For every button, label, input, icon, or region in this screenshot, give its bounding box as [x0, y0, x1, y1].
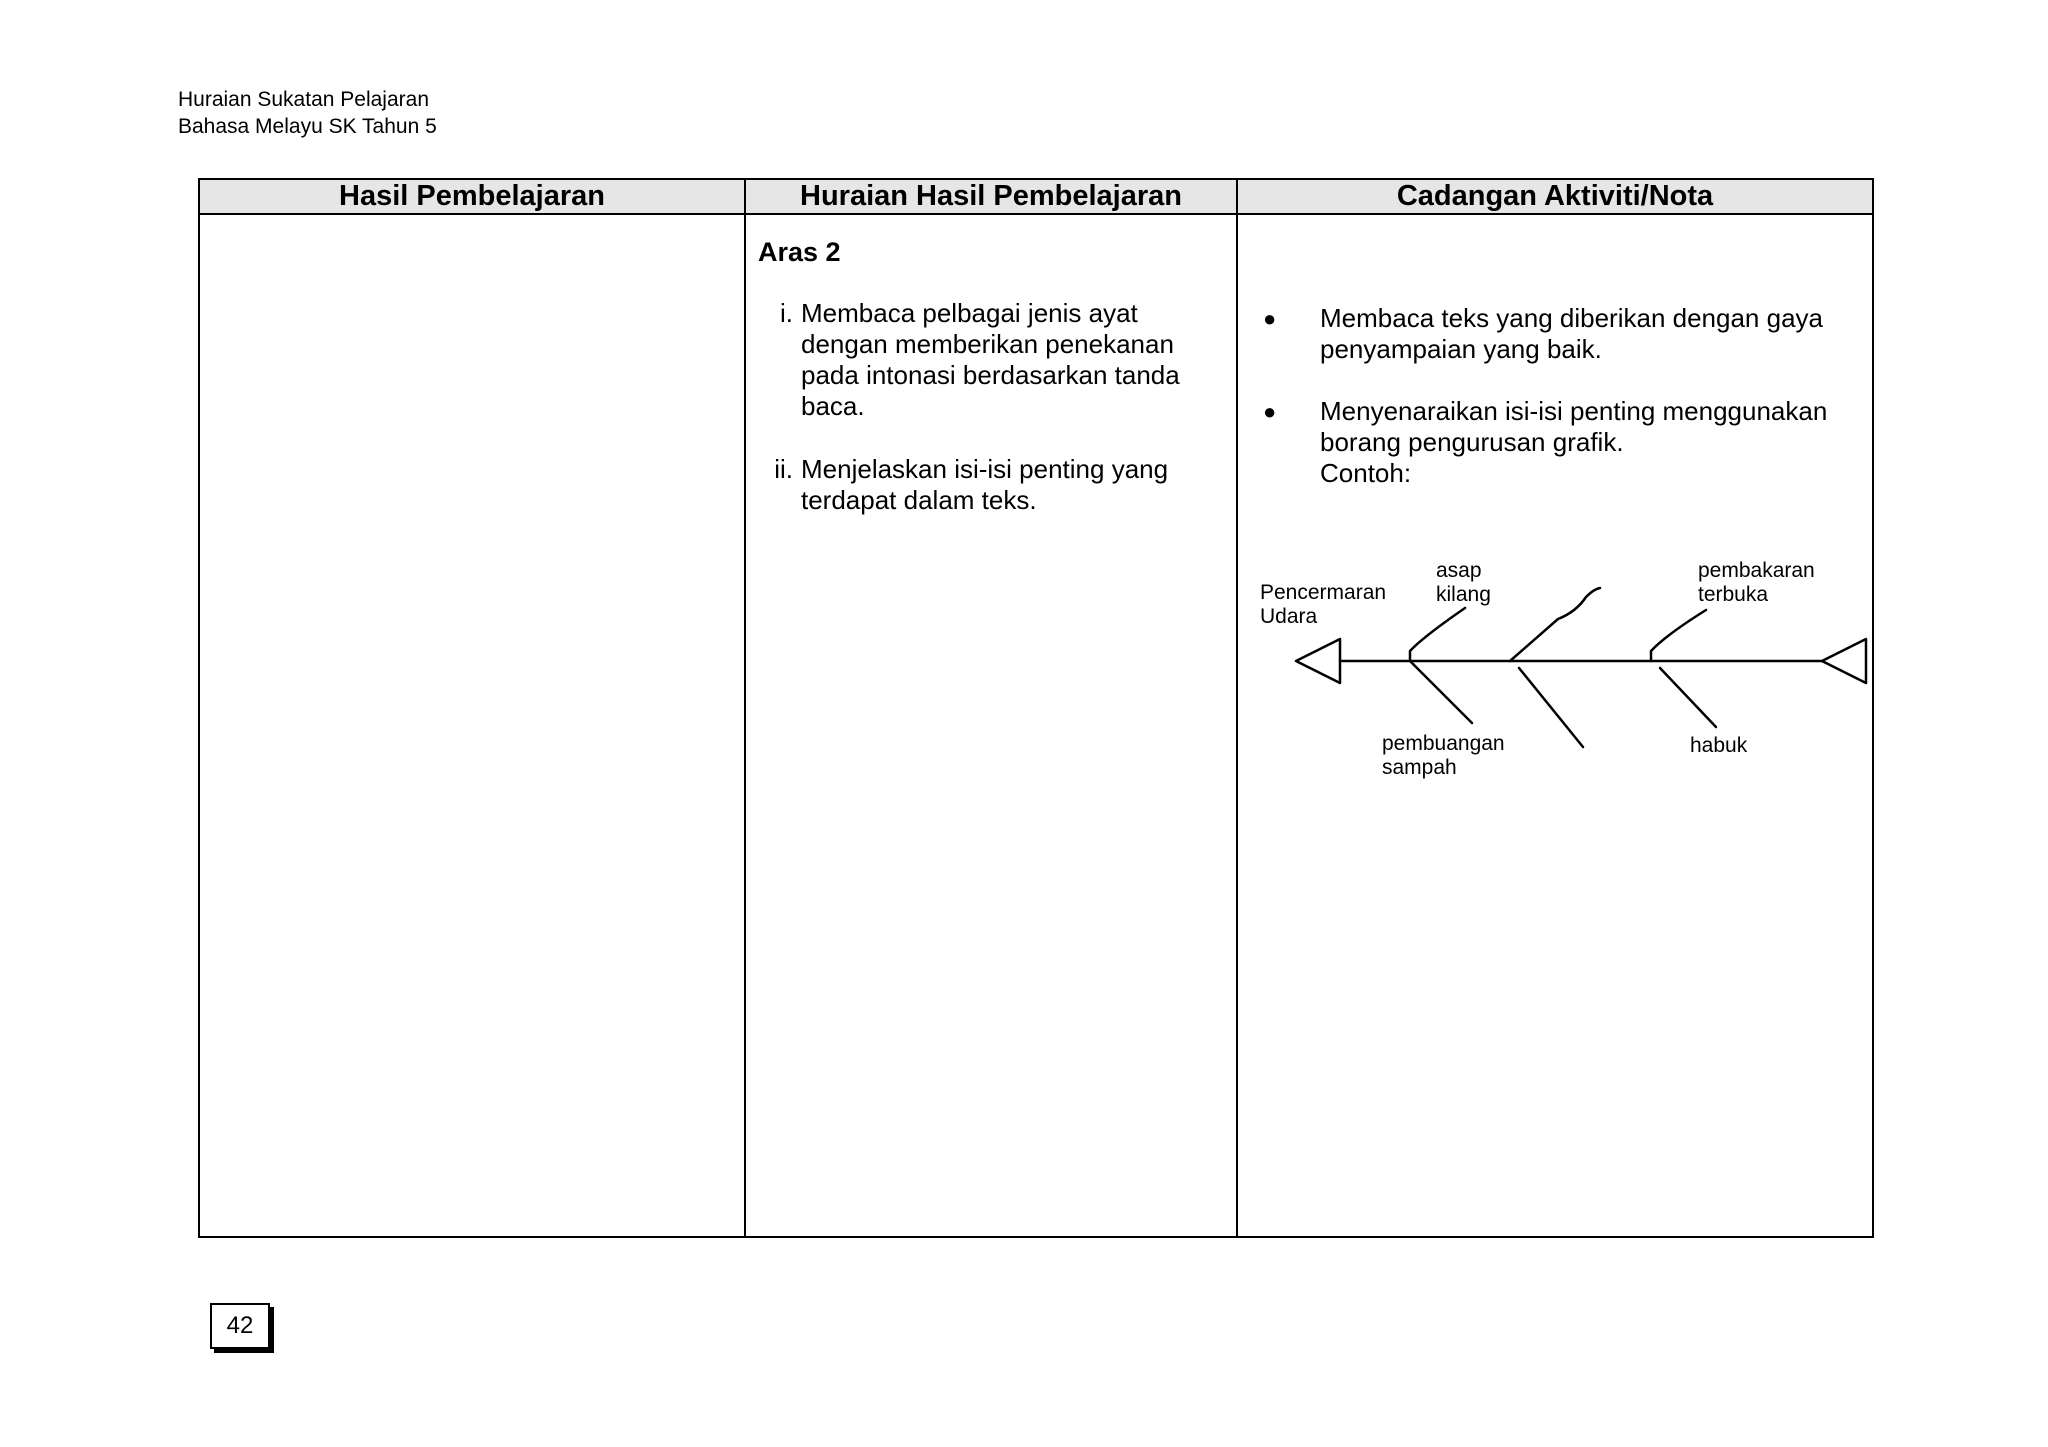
fishbone-cause-label: habuk — [1690, 734, 1748, 757]
column-header-cadangan: Cadangan Aktiviti/Nota — [1237, 179, 1873, 214]
fishbone-cause-label: pembakaran — [1698, 559, 1815, 582]
fishbone-cause-label: asap — [1436, 559, 1482, 582]
document-header — [178, 86, 437, 140]
header-line-2: Bahasa Melayu SK Tahun 5 — [178, 115, 437, 138]
list-item — [758, 454, 1222, 516]
fishbone-cause-label: sampah — [1382, 756, 1457, 779]
column-header-hasil: Hasil Pembelajaran — [199, 179, 745, 214]
fishbone-bone — [1510, 588, 1600, 661]
item-number: ii. — [774, 454, 793, 484]
header-line-1: Huraian Sukatan Pelajaran — [178, 88, 429, 111]
cell-huraian — [745, 214, 1237, 1237]
fishbone-head-triangle — [1296, 639, 1340, 683]
fishbone-cause-label: terbuka — [1698, 583, 1769, 606]
example-label: Contoh: — [1320, 458, 1412, 488]
cell-hasil — [199, 214, 745, 1237]
bullet-text: Menyenaraikan isi-isi penting menggunakan borang pengurusan grafik. — [1320, 396, 1828, 457]
fishbone-bone — [1410, 608, 1465, 661]
item-number: i. — [780, 298, 793, 328]
page-number: 42 — [210, 1303, 270, 1349]
fishbone-head-label: Udara — [1260, 605, 1318, 628]
column-header-huraian: Huraian Hasil Pembelajaran — [745, 179, 1237, 214]
syllabus-table — [198, 178, 1874, 1238]
fishbone-bone — [1660, 668, 1716, 727]
fishbone-bone — [1519, 668, 1583, 747]
item-text: Menjelaskan isi-isi penting yang terdapat dalam teks. — [801, 454, 1169, 515]
cell-cadangan — [1237, 214, 1873, 1237]
level-heading: Aras 2 — [758, 237, 841, 267]
fishbone-bone — [1410, 661, 1472, 723]
item-text: Membaca pelbagai jenis ayat dengan memberikan penekanan pada intonasi berdasarkan tanda baca. — [801, 298, 1180, 421]
bullet-text: Membaca teks yang diberikan dengan gaya penyampaian yang baik. — [1320, 303, 1823, 364]
bullet-icon: ● — [1263, 399, 1277, 424]
fishbone-head-label: Pencermaran — [1260, 581, 1387, 604]
fishbone-diagram — [1238, 215, 1874, 1225]
fishbone-cause-label: kilang — [1436, 583, 1491, 606]
fishbone-bone — [1651, 610, 1706, 661]
fishbone-tail-triangle — [1822, 639, 1866, 683]
list-item — [758, 298, 1222, 422]
fishbone-cause-label: pembuangan — [1382, 732, 1505, 755]
bullet-icon: ● — [1263, 306, 1277, 331]
